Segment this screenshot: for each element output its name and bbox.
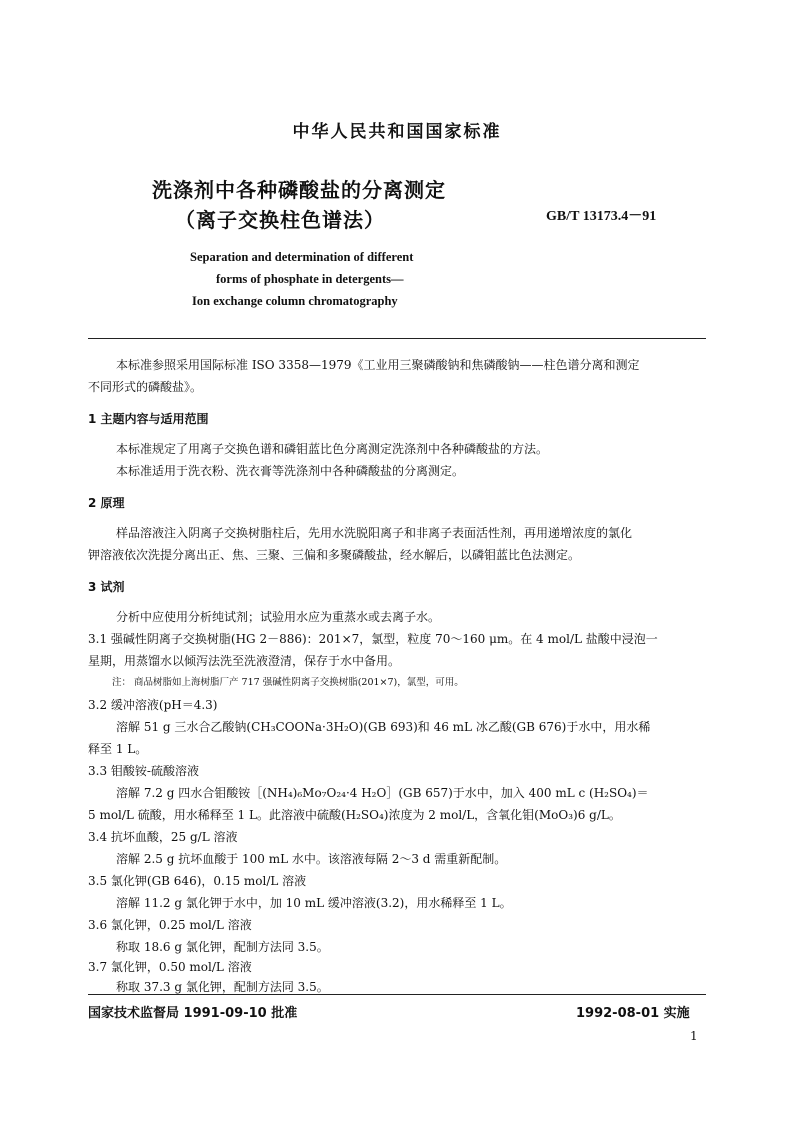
- item-3-6-heading: 3.6 氯化钾，0.25 mol/L 溶液: [88, 918, 252, 932]
- item-3-1-note: 注： 商品树脂如上海树脂厂产 717 强碱性阴离子交换树脂(201×7)，氯型，可用。: [112, 677, 464, 688]
- intro-line1: 本标准参照采用国际标准 ISO 3358—1979《工业用三聚磷酸钠和焦磷酸钠——柱色谱分离和测定: [116, 358, 640, 372]
- page-number: 1: [690, 1029, 698, 1043]
- section-2-heading: 2 原理: [88, 496, 125, 510]
- item-3-1-line2: 星期，用蒸馏水以倾泻法洗至洗液澄清，保存于水中备用。: [88, 654, 401, 668]
- section-3-heading: 3 试剂: [88, 580, 125, 594]
- title-zh-line1: 洗涤剂中各种磷酸盐的分离测定: [152, 178, 446, 202]
- section-3-p1: 分析中应使用分析纯试剂；试验用水应为重蒸水或去离子水。: [116, 610, 441, 624]
- item-3-5-heading: 3.5 氯化钾(GB 646)，0.15 mol/L 溶液: [88, 874, 307, 888]
- standard-code: GB/T 13173.4－91: [546, 209, 657, 224]
- section-1-p2: 本标准适用于洗衣粉、洗衣膏等洗涤剂中各种磷酸盐的分离测定。: [116, 464, 465, 478]
- top-divider: [88, 338, 706, 339]
- item-3-6-line1: 称取 18.6 g 氯化钾，配制方法同 3.5。: [116, 940, 329, 954]
- item-3-2-line1: 溶解 51 g 三水合乙酸钠(CH₃COONa·3H₂O)(GB 693)和 46 mL 冰乙酸(GB 676)于水中，用水稀: [116, 720, 651, 734]
- title-en-line1: Separation and determination of different: [190, 250, 414, 264]
- section-2-line1: 样品溶液注入阴离子交换树脂柱后，先用水洗脱阳离子和非离子表面活性剂，再用递增浓度的氯化: [116, 526, 633, 540]
- item-3-2-heading: 3.2 缓冲溶液(pH＝4.3): [88, 698, 218, 712]
- item-3-2-line2: 释至 1 L。: [88, 742, 148, 756]
- title-en-line3: Ion exchange column chromatography: [192, 294, 398, 308]
- item-3-5-line1: 溶解 11.2 g 氯化钾于水中，加 10 mL 缓冲溶液(3.2)，用水稀释至 1 L。: [116, 896, 512, 910]
- title-zh-line2: （离子交换柱色谱法）: [175, 208, 385, 232]
- section-1-heading: 1 主题内容与适用范围: [88, 412, 209, 426]
- item-3-4-heading: 3.4 抗坏血酸，25 g/L 溶液: [88, 830, 238, 844]
- approval-line: 国家技术监督局 1991-09-10 批准: [88, 1006, 298, 1021]
- item-3-3-line1: 溶解 7.2 g 四水合钼酸铵［(NH₄)₆Mo₇O₂₄·4 H₂O］(GB 657)于水中，加入 400 mL c (H₂SO₄)＝: [116, 786, 649, 800]
- item-3-4-line1: 溶解 2.5 g 抗坏血酸于 100 mL 水中。该溶液每隔 2～3 d 需重新配制。: [116, 852, 507, 866]
- national-standard-heading: 中华人民共和国国家标准: [292, 122, 502, 142]
- section-2-line2: 钾溶液依次洗提分离出正、焦、三聚、三偏和多聚磷酸盐，经水解后，以磷钼蓝比色法测定。: [88, 548, 581, 562]
- title-en-line2: forms of phosphate in detergents—: [216, 272, 404, 286]
- section-1-p1: 本标准规定了用离子交换色谱和磷钼蓝比色分离测定洗涤剂中各种磷酸盐的方法。: [116, 442, 549, 456]
- item-3-3-heading: 3.3 钼酸铵-硫酸溶液: [88, 764, 199, 778]
- item-3-7-heading: 3.7 氯化钾，0.50 mol/L 溶液: [88, 960, 252, 974]
- item-3-3-line2: 5 mol/L 硫酸，用水稀释至 1 L。此溶液中硫酸(H₂SO₄)浓度为 2 mol/L，含氧化钼(MoO₃)6 g/L。: [88, 808, 621, 822]
- intro-line2: 不同形式的磷酸盐》。: [88, 380, 203, 394]
- implementation-date: 1992-08-01 实施: [576, 1006, 690, 1021]
- bottom-divider: [88, 994, 706, 995]
- item-3-1-line1: 3.1 强碱性阴离子交换树脂(HG 2－886)：201×7，氯型，粒度 70～160 μm。在 4 mol/L 盐酸中浸泡一: [88, 632, 658, 646]
- item-3-7-line1: 称取 37.3 g 氯化钾，配制方法同 3.5。: [116, 980, 329, 994]
